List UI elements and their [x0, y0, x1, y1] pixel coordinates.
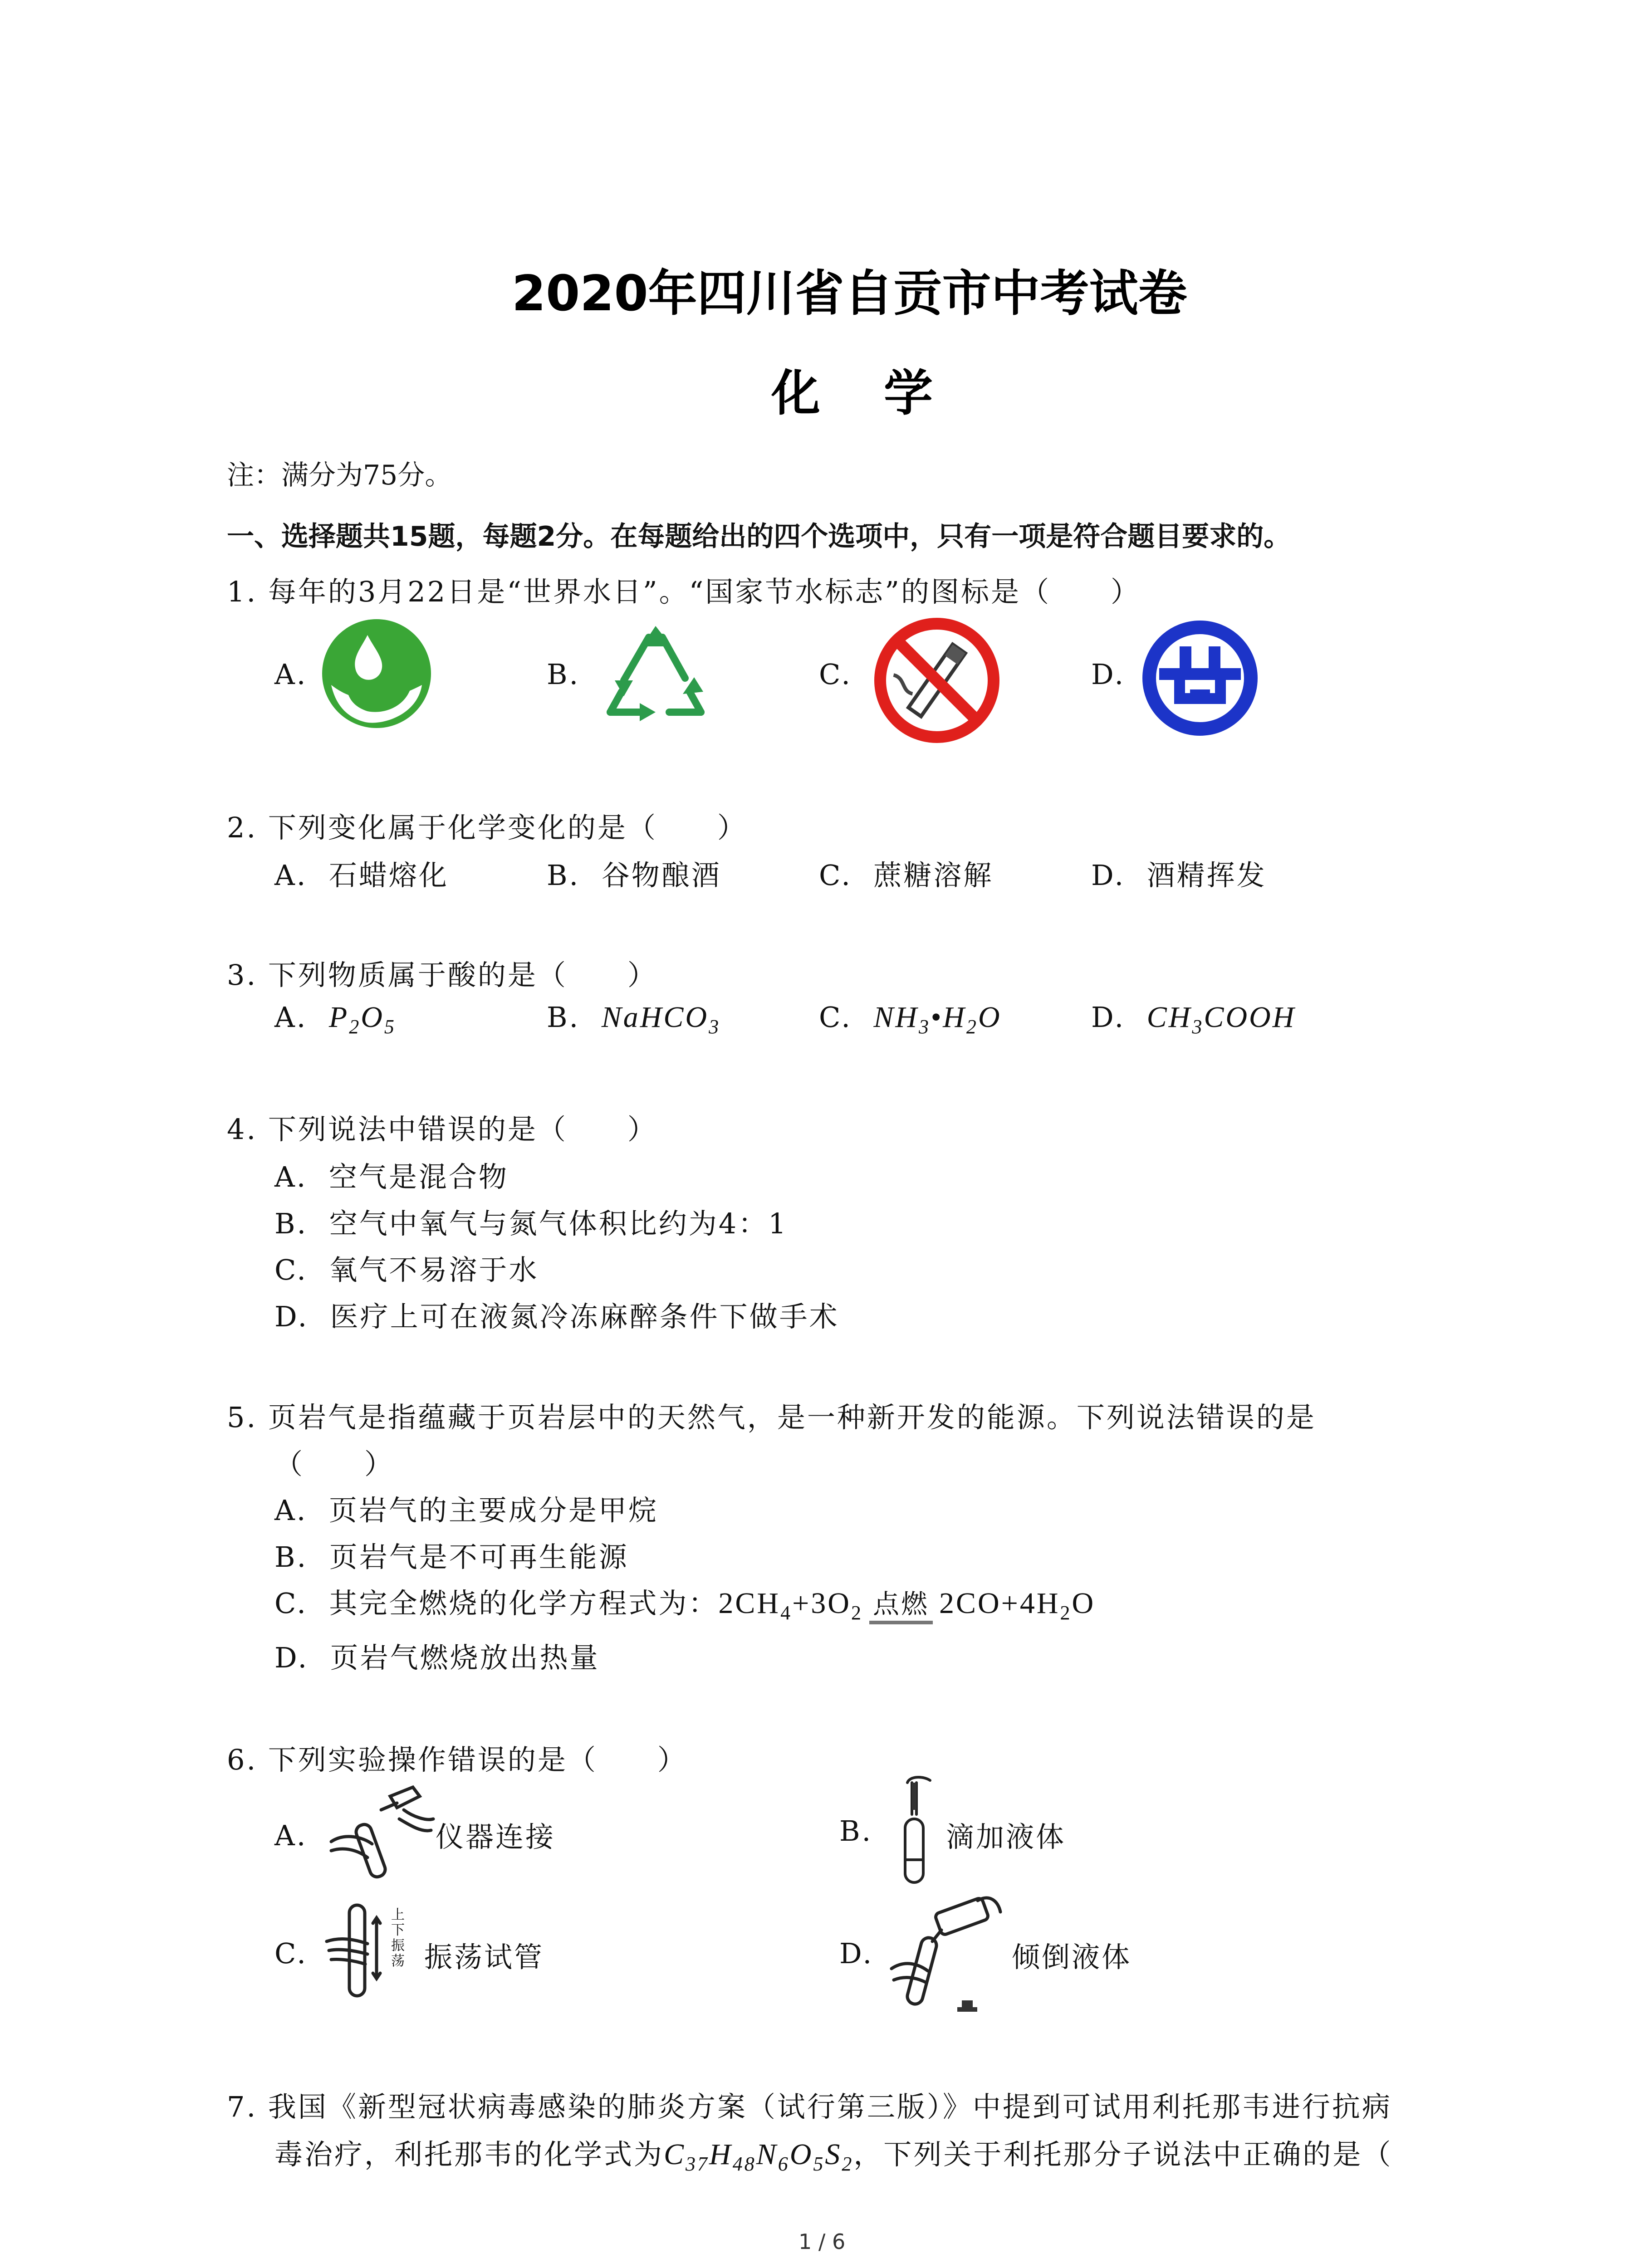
question-4-stem: 4. 下列说法中错误的是（ ） [227, 1113, 657, 1146]
q2-option-c [819, 853, 993, 893]
subscript: 5 [813, 2153, 825, 2175]
shake-tube-icon [322, 1901, 390, 2005]
q6-option-b-text: 滴加液体 [946, 1820, 1066, 1853]
option-label: D. [1091, 1001, 1126, 1034]
option-text: 空气中氧气与氮气体积比约为4：1 [329, 1207, 788, 1240]
formula-part: •H [931, 1001, 966, 1034]
instrument-connect-icon [322, 1783, 436, 1887]
ritonavir-formula [664, 2138, 854, 2175]
section-heading: 一、选择题共15题，每题2分。在每题给出的四个选项中，只有一项是符合题目要求的。 [227, 521, 1291, 552]
q5-option-b [274, 1535, 629, 1575]
q4-option-c [274, 1247, 539, 1288]
subscript: 2 [1060, 1602, 1072, 1624]
formula-part: H [709, 2138, 733, 2171]
formula [1146, 1001, 1296, 1038]
option-text: 页岩气燃烧放出热量 [330, 1641, 600, 1674]
question-1-stem: 1. 每年的3月22日是“世界水日”。“国家节水标志”的图标是（ ） [227, 575, 1141, 608]
option-label: C. [274, 1587, 308, 1620]
option-text: 酒精挥发 [1146, 859, 1267, 892]
q2-option-d [1091, 853, 1267, 893]
question-5-stem-cont: （ ） [274, 1447, 395, 1481]
option-text: 谷物酿酒 [601, 859, 721, 892]
question-5-stem: 5. 页岩气是指蕴藏于页岩层中的天然气，是一种新开发的能源。下列说法错误的是 [227, 1401, 1316, 1434]
q6-option-c-label: C. [274, 1937, 308, 1970]
option-label: A. [274, 859, 308, 892]
option-label: B. [547, 859, 580, 892]
formula-part: O [789, 2138, 813, 2171]
subscript: 4 [780, 1602, 793, 1624]
stem-text: ，下列关于利托那分子说法中正确的是（ [853, 2138, 1393, 2171]
formula-part: O [978, 1001, 1002, 1034]
q2-option-b [547, 853, 721, 893]
no-smoking-icon [871, 615, 1003, 746]
formula-part: NH [873, 1001, 919, 1034]
q6-option-a-text: 仪器连接 [436, 1820, 556, 1853]
option-text: 医疗上可在液氮冷冻麻醉条件下做手术 [330, 1300, 839, 1333]
formula-part: COOH [1204, 1001, 1296, 1034]
question-6-stem: 6. 下列实验操作错误的是（ ） [227, 1743, 687, 1776]
formula-part: CH [1146, 1001, 1192, 1034]
formula-part: N [756, 2138, 778, 2171]
option-label: D. [274, 1300, 309, 1333]
dropper-icon [887, 1774, 941, 1892]
subscript: 2 [349, 1016, 361, 1038]
q1-option-d-label: D. [1091, 658, 1126, 691]
combustion-equation [718, 1587, 1096, 1624]
blue-emblem-icon [1141, 619, 1259, 737]
formula-part: C [664, 2138, 686, 2171]
option-text: 蔗糖溶解 [873, 859, 994, 892]
recycle-icon [597, 624, 715, 733]
option-label: A. [274, 1160, 308, 1193]
formula [873, 1001, 1002, 1038]
subscript: 6 [778, 2153, 790, 2175]
question-2-stem: 2. 下列变化属于化学变化的是（ ） [227, 811, 747, 844]
q1-option-b-label: B. [547, 658, 580, 691]
q1-option-a-label: A. [274, 658, 308, 691]
q6-option-d-label: D. [839, 1937, 874, 1970]
option-label: C. [274, 1253, 308, 1286]
option-text: 页岩气是不可再生能源 [329, 1540, 629, 1574]
q3-option-c [819, 1000, 1002, 1038]
q3-option-a [274, 1000, 396, 1038]
option-text: 氧气不易溶于水 [329, 1253, 539, 1286]
q3-option-d [1091, 1000, 1296, 1038]
q6-option-b-label: B. [839, 1814, 873, 1848]
equation-part: 2CH [718, 1587, 781, 1620]
subscript: 2 [842, 2153, 854, 2175]
subscript: 2 [851, 1602, 863, 1624]
q5-option-a [274, 1488, 658, 1528]
question-7-stem-cont [274, 2132, 1393, 2175]
question-3-stem: 3. 下列物质属于酸的是（ ） [227, 958, 657, 992]
formula [328, 1001, 396, 1038]
page-number: 1 / 6 [798, 2229, 846, 2254]
reaction-condition: 点燃 [869, 1583, 933, 1624]
q1-option-c-label: C. [819, 658, 852, 691]
q6-option-c-text: 振荡试管 [424, 1941, 544, 1974]
formula-part: P [328, 1001, 349, 1034]
q4-option-b [274, 1201, 788, 1242]
page-title: 2020年四川省自贡市中考试卷 [512, 265, 1187, 322]
subject-title: 化学 [771, 365, 997, 422]
subscript: 37 [686, 2153, 710, 2175]
option-label: C. [819, 1001, 852, 1034]
option-label: D. [274, 1641, 309, 1674]
water-drop-logo-icon [320, 617, 433, 730]
option-label: A. [274, 1001, 308, 1034]
q4-option-d [274, 1294, 839, 1334]
subscript: 5 [384, 1016, 396, 1038]
option-text: 空气是混合物 [328, 1160, 509, 1193]
pour-liquid-icon [887, 1892, 1009, 2019]
q5-option-d [274, 1635, 600, 1676]
equation-part: +3O [792, 1587, 851, 1620]
equation-part: 2CO+4H [939, 1587, 1060, 1620]
option-text: 石蜡熔化 [328, 859, 449, 892]
option-label: C. [819, 859, 852, 892]
formula-part: NaHCO [601, 1001, 709, 1034]
formula-part: S [825, 2138, 842, 2171]
equation-part: O [1072, 1587, 1096, 1620]
formula-part: O [361, 1001, 384, 1034]
option-label: B. [274, 1207, 308, 1240]
score-note: 注：满分为75分。 [227, 459, 452, 491]
q2-option-a [274, 853, 449, 893]
q3-option-b [547, 1000, 721, 1038]
stem-text: 毒治疗，利托那韦的化学式为 [274, 2138, 664, 2171]
q5-option-c [274, 1581, 1095, 1624]
subscript: 2 [966, 1016, 978, 1038]
subscript: 3 [919, 1016, 931, 1038]
option-label: B. [547, 1001, 580, 1034]
q6-option-a-label: A. [274, 1819, 308, 1852]
q6-option-d-text: 倾倒液体 [1012, 1941, 1132, 1974]
subscript: 48 [732, 2153, 756, 2175]
option-text: 页岩气的主要成分是甲烷 [328, 1494, 658, 1527]
subscript: 3 [709, 1016, 721, 1038]
shake-annotation: 上下振荡 [391, 1907, 405, 1969]
option-label: B. [274, 1540, 308, 1574]
option-text: 其完全燃烧的化学方程式为： [329, 1587, 719, 1620]
subscript: 3 [1192, 1016, 1204, 1038]
formula [601, 1001, 721, 1038]
q4-option-a [274, 1154, 509, 1195]
option-label: A. [274, 1494, 308, 1527]
question-7-stem: 7. 我国《新型冠状病毒感染的肺炎方案（试行第三版）》中提到可试用利托那韦进行抗病 [227, 2090, 1392, 2123]
option-label: D. [1091, 859, 1126, 892]
